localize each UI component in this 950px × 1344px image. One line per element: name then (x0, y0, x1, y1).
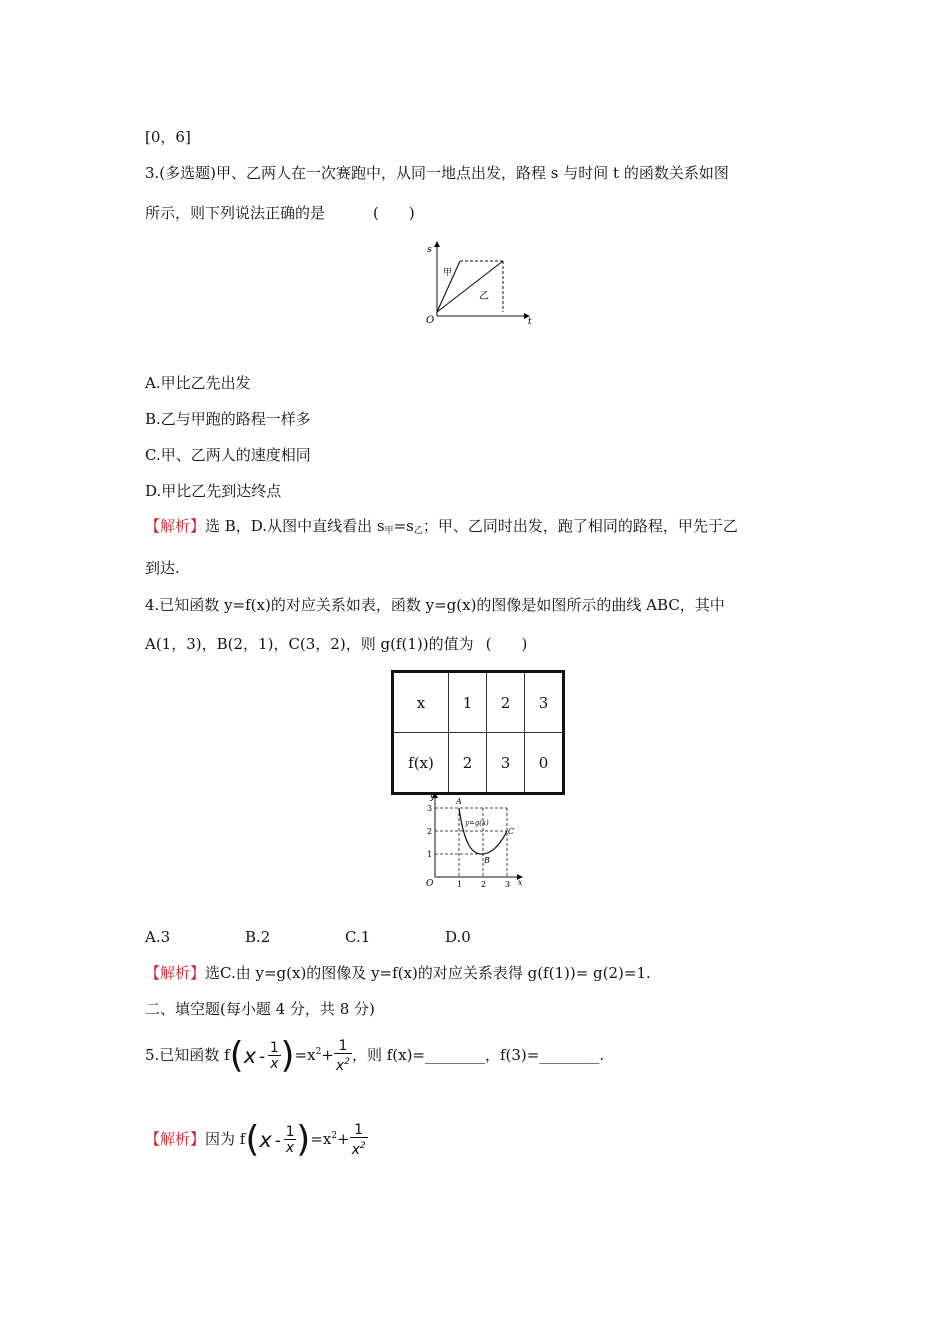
q5-a-x: x (259, 1128, 272, 1152)
q3-analysis-sub1: 甲 (384, 526, 394, 536)
q5-frac2-den-sq: 2 (344, 1056, 350, 1067)
q3-graph (410, 236, 540, 328)
q3-graph-yi: 乙 (479, 291, 489, 302)
q5-frac2-num: 1 (338, 1037, 348, 1054)
q5-a-fraction-2 (350, 1123, 368, 1158)
section-heading: 二、填空题(每小题 4 分，共 8 分) (145, 1000, 375, 1018)
q4-option-d: D.0 (445, 928, 471, 946)
f-table (391, 670, 565, 795)
q4-graph-point-b: B (484, 856, 490, 865)
q5-a-close-paren: ) (296, 1119, 311, 1160)
q3-line1: 3.(多选题)甲、乙两人在一次赛跑中，从同一地点出发，路程 s 与时间 t 的函数关系如图 (145, 164, 729, 182)
q4-graph-curve-label: y=g(x) (465, 819, 489, 827)
q4-graph-point-c: C (508, 827, 515, 836)
q4-graph-ytick: 1 (427, 850, 433, 859)
q5-a-frac-den: x (285, 1139, 295, 1156)
q4-analysis (145, 963, 651, 983)
q4-graph (420, 789, 530, 889)
q4-graph-xtick: 3 (505, 880, 511, 889)
q4-graph-ytick: 3 (427, 804, 433, 813)
q5-fraction (268, 1041, 280, 1072)
table-cell: 3 (487, 733, 525, 794)
q4-graph-origin: O (426, 879, 434, 889)
q4-graph-xtick: 2 (481, 880, 487, 889)
q3-graph-s-label: s (427, 245, 432, 255)
q3-analysis-tag: 【解析】 (145, 517, 206, 535)
q4-option-c: C.1 (345, 928, 371, 946)
q5-eq: =x (294, 1046, 316, 1064)
q4-graph-y-label: y (430, 792, 435, 801)
table-cell: 1 (449, 672, 487, 733)
q5-open-paren: ( (229, 1035, 244, 1076)
q3-analysis-c: ；甲、乙同时出发，跑了相同的路程，甲先于乙 (422, 517, 738, 535)
q3-graph-t-label: t (528, 317, 532, 327)
q5-a-frac2-den (350, 1137, 368, 1158)
q4-graph-ytick: 2 (427, 827, 433, 836)
table-cell: 2 (449, 733, 487, 794)
q3-analysis-b: =s (393, 517, 414, 535)
q5-line (145, 1035, 605, 1076)
table-cell: 0 (525, 733, 564, 794)
q3-option-d: D.甲比乙先到达终点 (145, 482, 282, 500)
q5-a-open-paren: ( (245, 1119, 260, 1160)
q5-a-frac2-den-x: x (351, 1141, 360, 1158)
table-cell: 2 (487, 672, 525, 733)
q5-analysis (145, 1119, 368, 1160)
q3-line2 (145, 203, 415, 223)
q3-graph-jia: 甲 (443, 268, 453, 278)
range-text: [0，6] (145, 128, 191, 146)
q3-option-b: B.乙与甲跑的路程一样多 (145, 410, 311, 428)
q5-analysis-prefix: 因为 f (205, 1130, 246, 1148)
q5-plus: + (321, 1046, 334, 1064)
q5-a-frac2-den-sq: 2 (359, 1140, 366, 1151)
q5-sq: 2 (315, 1047, 322, 1057)
q4-line1: 4.已知函数 y=f(x)的对应关系如表，函数 y=g(x)的图像是如图所示的曲线 ABC，其中 (145, 596, 725, 614)
q5-a-sq: 2 (331, 1131, 338, 1141)
table-row (393, 733, 564, 794)
table-row (393, 672, 564, 733)
q4-analysis-text: 选C.由 y=g(x)的图像及 y=f(x)的对应关系表得 g(f(1))= g(2)=1. (205, 964, 651, 982)
q5-frac-num: 1 (269, 1039, 279, 1056)
q5-prefix: 5.已知函数 f (145, 1046, 230, 1064)
q4-options (145, 927, 471, 947)
q3-analysis-line2: 到达. (145, 559, 180, 577)
q3-analysis-sub2: 乙 (413, 526, 423, 536)
q5-frac-den: x (270, 1055, 279, 1072)
q4-graph-xtick: 1 (457, 880, 463, 889)
q5-frac2-den-x: x (335, 1057, 345, 1074)
q3-line2-text: 所示，则下列说法正确的是 (145, 204, 326, 222)
q4-analysis-tag: 【解析】 (145, 964, 206, 982)
q4-graph-x-label: x (518, 878, 523, 887)
q4-paren: ( ) (485, 635, 528, 653)
table-cell: x (393, 672, 449, 733)
q4-line2 (145, 634, 527, 654)
q4-option-b: B.2 (245, 928, 271, 946)
q5-frac2-den (334, 1053, 352, 1074)
q5-minus: - (259, 1045, 266, 1067)
q4-graph-point-a: A (456, 797, 462, 806)
q5-a-frac2-num: 1 (354, 1121, 364, 1138)
table-cell: 3 (525, 672, 564, 733)
q5-a-frac-num: 1 (285, 1123, 295, 1140)
q3-paren: ( ) (373, 204, 415, 222)
q5-x: x (243, 1044, 257, 1068)
q3-option-a: A.甲比乙先出发 (145, 374, 251, 392)
q4-line2-text: A(1，3)，B(2，1)，C(3，2)，则 g(f(1))的值为 (145, 635, 474, 653)
q5-tail: ，则 f(x)=________，f(3)=________. (351, 1046, 605, 1064)
q3-graph-origin: O (426, 315, 435, 326)
q5-a-fraction (284, 1125, 296, 1156)
q4-option-a: A.3 (145, 928, 171, 946)
table-cell: f(x) (393, 733, 449, 794)
q3-analysis (145, 516, 738, 541)
q5-close-paren: ) (280, 1035, 295, 1076)
q5-analysis-tag: 【解析】 (145, 1130, 206, 1148)
q5-a-minus: - (274, 1129, 281, 1151)
q5-a-plus: + (337, 1130, 350, 1148)
q5-a-eq: =x (310, 1130, 332, 1148)
q3-analysis-a: 选 B，D.从图中直线看出 s (205, 517, 385, 535)
q5-fraction-2 (334, 1039, 352, 1074)
q3-option-c: C.甲、乙两人的速度相同 (145, 446, 311, 464)
